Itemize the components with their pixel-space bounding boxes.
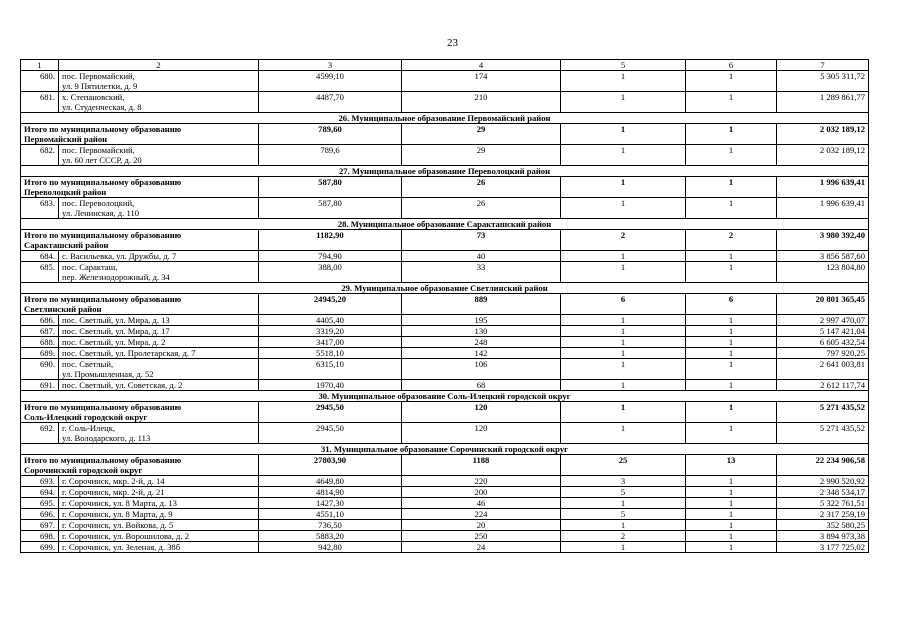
count-cell: 2 — [561, 230, 686, 251]
row-number-cell: 686. — [21, 315, 59, 326]
area-cell: 5883,20 — [259, 531, 402, 542]
table-row — [21, 315, 869, 326]
count-cell: 1 — [686, 71, 777, 92]
residents-cell: 29 — [402, 124, 561, 145]
total-row — [21, 230, 869, 251]
address-cell — [59, 423, 259, 444]
address-cell — [59, 487, 259, 498]
address-line: г. Сорочинск, мкр. 2-й, д. 21 — [62, 487, 165, 497]
residents-cell: 33 — [402, 262, 561, 283]
residents-cell: 120 — [402, 402, 561, 423]
row-number-cell: 696. — [21, 509, 59, 520]
area-cell: 4405,40 — [259, 315, 402, 326]
address-line: пос. Первомайский, — [62, 71, 135, 81]
residents-cell: 248 — [402, 337, 561, 348]
row-number-cell: 689. — [21, 348, 59, 359]
count-cell: 1 — [561, 198, 686, 219]
count-cell: 1 — [686, 509, 777, 520]
section-title: 31. Муниципальное образование Сорочинский городской округ — [21, 444, 869, 455]
table-row — [21, 498, 869, 509]
address-line: пос. Светлый, ул. Мира, д. 2 — [62, 337, 166, 347]
address-line: пос. Переволоцкий, — [62, 198, 135, 208]
area-cell: 27803,90 — [259, 455, 402, 476]
count-cell: 1 — [561, 315, 686, 326]
table-row — [21, 509, 869, 520]
count-cell: 1 — [686, 520, 777, 531]
address-line: ул. Студенческая, д. 8 — [62, 102, 142, 112]
total-label-line: Сорочинский городской округ — [24, 465, 143, 475]
page-number: 23 — [447, 37, 458, 49]
address-cell — [59, 251, 259, 262]
count-cell: 1 — [561, 380, 686, 391]
count-cell: 1 — [561, 92, 686, 113]
address-line: пос. Первомайский, — [62, 145, 135, 155]
count-cell: 1 — [686, 476, 777, 487]
column-number: 4 — [402, 60, 561, 71]
count-cell: 1 — [686, 380, 777, 391]
count-cell: 1 — [686, 92, 777, 113]
row-number-cell: 684. — [21, 251, 59, 262]
residents-cell: 26 — [402, 177, 561, 198]
table-row — [21, 337, 869, 348]
amount-cell: 352 580,25 — [777, 520, 869, 531]
count-cell: 1 — [686, 542, 777, 553]
count-cell: 1 — [561, 124, 686, 145]
table-row — [21, 487, 869, 498]
address-cell — [59, 198, 259, 219]
table-row — [21, 251, 869, 262]
residents-cell: 1188 — [402, 455, 561, 476]
table-row — [21, 262, 869, 283]
table-row — [21, 71, 869, 92]
count-cell: 5 — [561, 509, 686, 520]
amount-cell: 2 317 259,19 — [777, 509, 869, 520]
amount-cell: 797 920,25 — [777, 348, 869, 359]
count-cell: 1 — [686, 177, 777, 198]
section-title: 28. Муниципальное образование Саракташский район — [21, 219, 869, 230]
residents-cell: 24 — [402, 542, 561, 553]
table-row — [21, 380, 869, 391]
area-cell: 2945,50 — [259, 423, 402, 444]
count-cell: 1 — [686, 487, 777, 498]
row-number-cell: 690. — [21, 359, 59, 380]
amount-cell: 2 641 003,81 — [777, 359, 869, 380]
section-header-row — [21, 166, 869, 177]
count-cell: 1 — [686, 402, 777, 423]
area-cell: 789,60 — [259, 124, 402, 145]
total-label-cell — [21, 455, 259, 476]
total-row — [21, 124, 869, 145]
address-cell — [59, 145, 259, 166]
total-label-cell — [21, 230, 259, 251]
address-cell — [59, 315, 259, 326]
count-cell: 1 — [686, 262, 777, 283]
total-row — [21, 177, 869, 198]
row-number-cell: 695. — [21, 498, 59, 509]
column-number-header-row — [21, 60, 869, 71]
count-cell: 1 — [561, 423, 686, 444]
total-label-line: Итого по муниципальному образованию — [24, 124, 182, 134]
count-cell: 1 — [561, 251, 686, 262]
residents-cell: 220 — [402, 476, 561, 487]
address-cell — [59, 92, 259, 113]
count-cell: 25 — [561, 455, 686, 476]
table-row — [21, 423, 869, 444]
section-title: 27. Муниципальное образование Переволоцкий район — [21, 166, 869, 177]
count-cell: 6 — [561, 294, 686, 315]
amount-cell: 2 612 117,74 — [777, 380, 869, 391]
area-cell: 1970,40 — [259, 380, 402, 391]
total-label-line: Светлинский район — [24, 304, 102, 314]
amount-cell: 1 289 861,77 — [777, 92, 869, 113]
count-cell: 1 — [686, 531, 777, 542]
count-cell: 1 — [686, 348, 777, 359]
address-line: х. Степановский, — [62, 92, 125, 102]
total-label-line: Соль-Илецкий городской округ — [24, 412, 148, 422]
address-line: пос. Светлый, ул. Мира, д. 13 — [62, 315, 170, 325]
residents-cell: 40 — [402, 251, 561, 262]
row-number-cell: 688. — [21, 337, 59, 348]
amount-cell: 5 271 435,52 — [777, 423, 869, 444]
amount-cell: 3 894 973,38 — [777, 531, 869, 542]
amount-cell: 20 801 365,45 — [777, 294, 869, 315]
area-cell: 587,80 — [259, 177, 402, 198]
residents-cell: 46 — [402, 498, 561, 509]
residents-cell: 210 — [402, 92, 561, 113]
amount-cell: 5 305 311,72 — [777, 71, 869, 92]
column-number: 7 — [777, 60, 869, 71]
amount-cell: 2 990 520,92 — [777, 476, 869, 487]
address-cell — [59, 326, 259, 337]
count-cell: 1 — [561, 359, 686, 380]
address-cell — [59, 262, 259, 283]
address-line: г. Соль-Илецк, — [62, 423, 116, 433]
table-row — [21, 520, 869, 531]
residents-cell: 224 — [402, 509, 561, 520]
count-cell: 1 — [561, 498, 686, 509]
row-number-cell: 681. — [21, 92, 59, 113]
address-line: ул. Ленинская, д. 110 — [62, 208, 140, 218]
table-row — [21, 145, 869, 166]
row-number-cell: 698. — [21, 531, 59, 542]
amount-cell: 5 271 435,52 — [777, 402, 869, 423]
area-cell: 24945,20 — [259, 294, 402, 315]
amount-cell: 3 980 392,40 — [777, 230, 869, 251]
section-header-row — [21, 113, 869, 124]
area-cell: 5518,10 — [259, 348, 402, 359]
count-cell: 1 — [686, 124, 777, 145]
count-cell: 5 — [561, 487, 686, 498]
section-header-row — [21, 391, 869, 402]
address-line: пос. Светлый, ул. Пролетарская, д. 7 — [62, 348, 196, 358]
amount-cell: 2 032 189,12 — [777, 124, 869, 145]
total-label-line: Итого по муниципальному образованию — [24, 230, 182, 240]
section-title: 26. Муниципальное образование Первомайский район — [21, 113, 869, 124]
count-cell: 1 — [561, 348, 686, 359]
address-cell — [59, 71, 259, 92]
total-label-line: Итого по муниципальному образованию — [24, 177, 182, 187]
count-cell: 1 — [686, 326, 777, 337]
total-label-cell — [21, 124, 259, 145]
table-row — [21, 348, 869, 359]
residents-cell: 68 — [402, 380, 561, 391]
address-cell — [59, 509, 259, 520]
area-cell: 1182,90 — [259, 230, 402, 251]
total-label-cell — [21, 294, 259, 315]
row-number-cell: 687. — [21, 326, 59, 337]
residents-cell: 29 — [402, 145, 561, 166]
address-cell — [59, 337, 259, 348]
count-cell: 1 — [686, 423, 777, 444]
row-number-cell: 694. — [21, 487, 59, 498]
apartment-registry-table — [20, 59, 869, 553]
total-label-line: Итого по муниципальному образованию — [24, 294, 182, 304]
area-cell: 942,80 — [259, 542, 402, 553]
amount-cell: 22 234 906,58 — [777, 455, 869, 476]
total-label-cell — [21, 402, 259, 423]
count-cell: 1 — [561, 337, 686, 348]
area-cell: 4551,10 — [259, 509, 402, 520]
total-label-line: Итого по муниципальному образованию — [24, 455, 182, 465]
table-row — [21, 542, 869, 553]
count-cell: 2 — [561, 531, 686, 542]
count-cell: 1 — [686, 145, 777, 166]
residents-cell: 120 — [402, 423, 561, 444]
total-row — [21, 402, 869, 423]
residents-cell: 142 — [402, 348, 561, 359]
address-line: г. Сорочинск, ул. Зеленая, д. 38б — [62, 542, 181, 552]
section-title: 29. Муниципальное образование Светлинский район — [21, 283, 869, 294]
area-cell: 4649,80 — [259, 476, 402, 487]
address-line: ул. Володарского, д. 113 — [62, 433, 151, 443]
area-cell: 388,00 — [259, 262, 402, 283]
column-number: 6 — [686, 60, 777, 71]
area-cell: 1427,30 — [259, 498, 402, 509]
amount-cell: 1 996 639,41 — [777, 198, 869, 219]
address-line: г. Сорочинск, ул. Войкова, д. 5 — [62, 520, 174, 530]
count-cell: 1 — [561, 520, 686, 531]
address-line: ул. Промышленная, д. 52 — [62, 369, 154, 379]
address-cell — [59, 531, 259, 542]
count-cell: 6 — [686, 294, 777, 315]
address-cell — [59, 380, 259, 391]
amount-cell: 3 177 725,02 — [777, 542, 869, 553]
residents-cell: 20 — [402, 520, 561, 531]
amount-cell: 1 996 639,41 — [777, 177, 869, 198]
table-row — [21, 531, 869, 542]
address-cell — [59, 348, 259, 359]
area-cell: 3319,20 — [259, 326, 402, 337]
section-header-row — [21, 283, 869, 294]
residents-cell: 889 — [402, 294, 561, 315]
address-line: пос. Светлый, — [62, 359, 114, 369]
count-cell: 1 — [686, 251, 777, 262]
address-line: г. Сорочинск, мкр. 2-й, д. 14 — [62, 476, 165, 486]
residents-cell: 174 — [402, 71, 561, 92]
section-title: 30. Муниципальное образование Соль-Илецкий городской округ — [21, 391, 869, 402]
table-row — [21, 92, 869, 113]
count-cell: 1 — [686, 337, 777, 348]
count-cell: 1 — [561, 402, 686, 423]
address-line: ул. 60 лет СССР, д. 20 — [62, 155, 142, 165]
residents-cell: 26 — [402, 198, 561, 219]
row-number-cell: 680. — [21, 71, 59, 92]
column-number: 1 — [21, 60, 59, 71]
section-header-row — [21, 219, 869, 230]
count-cell: 13 — [686, 455, 777, 476]
total-row — [21, 294, 869, 315]
amount-cell: 2 997 470,07 — [777, 315, 869, 326]
address-line: пос. Светлый, ул. Советская, д. 2 — [62, 380, 183, 390]
count-cell: 1 — [561, 177, 686, 198]
area-cell: 736,50 — [259, 520, 402, 531]
row-number-cell: 691. — [21, 380, 59, 391]
total-label-line: Саракташский район — [24, 240, 109, 250]
column-number: 2 — [59, 60, 259, 71]
residents-cell: 106 — [402, 359, 561, 380]
area-cell: 587,80 — [259, 198, 402, 219]
row-number-cell: 682. — [21, 145, 59, 166]
total-row — [21, 455, 869, 476]
address-cell — [59, 520, 259, 531]
area-cell: 3417,00 — [259, 337, 402, 348]
address-cell — [59, 476, 259, 487]
amount-cell: 2 032 189,12 — [777, 145, 869, 166]
amount-cell: 5 322 761,51 — [777, 498, 869, 509]
row-number-cell: 693. — [21, 476, 59, 487]
area-cell: 4487,70 — [259, 92, 402, 113]
count-cell: 1 — [686, 198, 777, 219]
address-cell — [59, 542, 259, 553]
residents-cell: 195 — [402, 315, 561, 326]
total-label-line: Итого по муниципальному образованию — [24, 402, 182, 412]
count-cell: 3 — [561, 476, 686, 487]
residents-cell: 200 — [402, 487, 561, 498]
address-line: с. Васильевка, ул. Дружбы, д. 7 — [62, 251, 177, 261]
count-cell: 1 — [561, 262, 686, 283]
table-row — [21, 198, 869, 219]
count-cell: 1 — [686, 498, 777, 509]
column-number: 3 — [259, 60, 402, 71]
address-line: г. Сорочинск, ул. Ворошилова, д. 2 — [62, 531, 190, 541]
amount-cell: 3 856 587,60 — [777, 251, 869, 262]
row-number-cell: 685. — [21, 262, 59, 283]
address-line: ул. 9 Пятилетки, д. 9 — [62, 81, 138, 91]
table-body — [21, 60, 869, 553]
count-cell: 1 — [561, 71, 686, 92]
area-cell: 794,90 — [259, 251, 402, 262]
area-cell: 6315,10 — [259, 359, 402, 380]
residents-cell: 73 — [402, 230, 561, 251]
address-line: пос. Светлый, ул. Мира, д. 17 — [62, 326, 170, 336]
row-number-cell: 697. — [21, 520, 59, 531]
count-cell: 1 — [561, 145, 686, 166]
total-label-cell — [21, 177, 259, 198]
total-label-line: Первомайский район — [24, 134, 108, 144]
row-number-cell: 692. — [21, 423, 59, 444]
amount-cell: 123 804,80 — [777, 262, 869, 283]
amount-cell: 5 147 421,04 — [777, 326, 869, 337]
count-cell: 1 — [686, 315, 777, 326]
count-cell: 1 — [686, 359, 777, 380]
residents-cell: 130 — [402, 326, 561, 337]
table-row — [21, 476, 869, 487]
amount-cell: 6 605 432,54 — [777, 337, 869, 348]
row-number-cell: 699. — [21, 542, 59, 553]
table-row — [21, 326, 869, 337]
address-line: г. Сорочинск, ул. 8 Марта, д. 9 — [62, 509, 173, 519]
count-cell: 2 — [686, 230, 777, 251]
count-cell: 1 — [561, 542, 686, 553]
area-cell: 4599,10 — [259, 71, 402, 92]
address-line: г. Сорочинск, ул. 8 Марта, д. 13 — [62, 498, 177, 508]
address-line: пер. Железнодорожный, д. 34 — [62, 272, 170, 282]
amount-cell: 2 348 534,17 — [777, 487, 869, 498]
address-cell — [59, 498, 259, 509]
total-label-line: Переволоцкий район — [24, 187, 107, 197]
area-cell: 2945,50 — [259, 402, 402, 423]
table-row — [21, 359, 869, 380]
residents-cell: 250 — [402, 531, 561, 542]
area-cell: 4814,90 — [259, 487, 402, 498]
section-header-row — [21, 444, 869, 455]
address-cell — [59, 359, 259, 380]
address-line: пос. Саракташ, — [62, 262, 118, 272]
column-number: 5 — [561, 60, 686, 71]
count-cell: 1 — [561, 326, 686, 337]
row-number-cell: 683. — [21, 198, 59, 219]
area-cell: 789,6 — [259, 145, 402, 166]
